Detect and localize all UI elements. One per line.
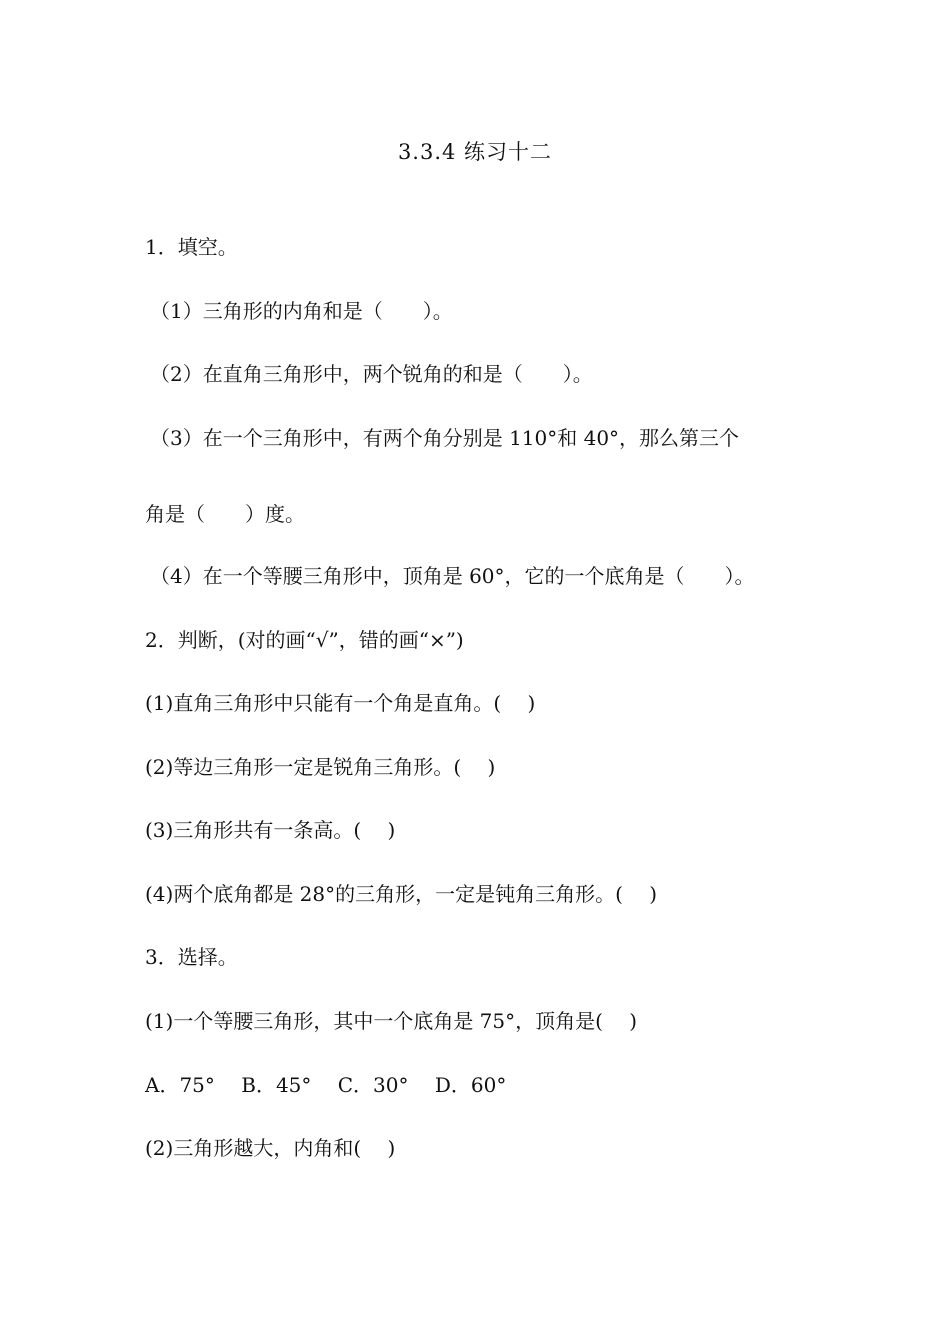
- judge-question-3: (3)三角形共有一条高。( ): [145, 818, 396, 842]
- fill-question-2: （2）在直角三角形中，两个锐角的和是（ ）。: [150, 362, 593, 386]
- fill-question-1: （1）三角形的内角和是（ ）。: [150, 299, 453, 323]
- choice-question-2: (2)三角形越大，内角和( ): [145, 1136, 396, 1160]
- judge-question-2: (2)等边三角形一定是锐角三角形。( ): [145, 755, 496, 779]
- fill-question-4: （4）在一个等腰三角形中，顶角是 60°，它的一个底角是（ ）。: [150, 564, 755, 588]
- section-1-heading: 1．填空。: [145, 235, 238, 259]
- choice-question-1: (1)一个等腰三角形，其中一个底角是 75°，顶角是( ): [145, 1009, 638, 1033]
- judge-question-1: (1)直角三角形中只能有一个角是直角。( ): [145, 691, 536, 715]
- section-3-heading: 3．选择。: [145, 945, 238, 969]
- section-2-heading: 2．判断，(对的画“√”，错的画“×”): [145, 628, 464, 652]
- fill-question-3-line-2: 角是（ ）度。: [145, 502, 305, 526]
- judge-question-4: (4)两个底角都是 28°的三角形，一定是钝角三角形。( ): [145, 882, 658, 906]
- page-title: 3.3.4 练习十二: [397, 140, 553, 164]
- fill-question-3-line-1: （3）在一个三角形中，有两个角分别是 110°和 40°，那么第三个: [150, 426, 740, 450]
- choice-question-1-options: A．75° B．45° C．30° D．60°: [145, 1073, 507, 1097]
